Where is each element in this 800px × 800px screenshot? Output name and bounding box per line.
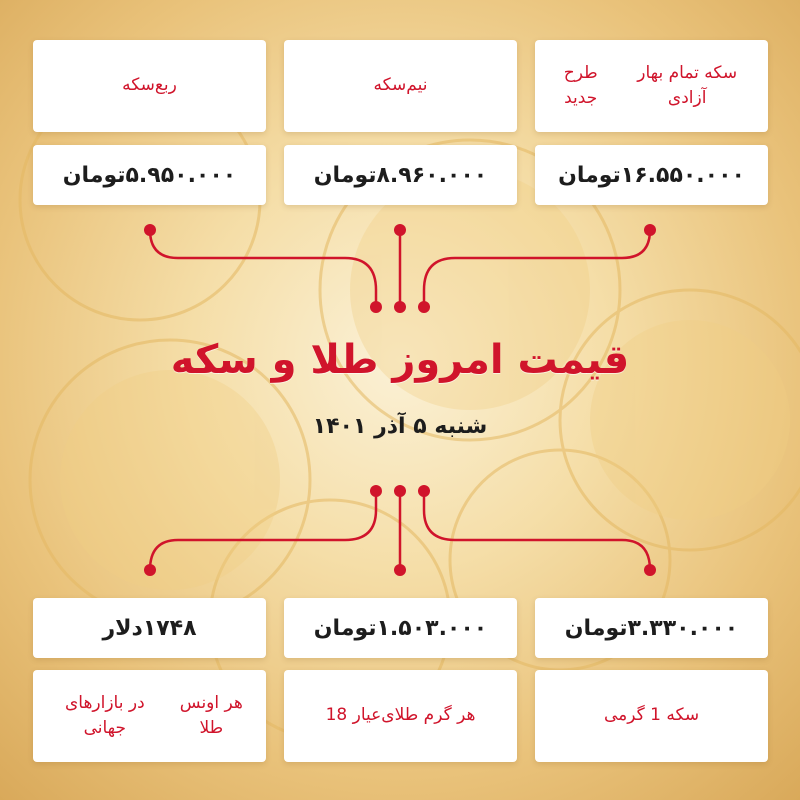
top-label-quarter-coin: ربع‌سکه bbox=[122, 75, 177, 96]
bottom-price-gold-gram: ۱.۵۰۳.۰۰۰تومان bbox=[313, 615, 488, 641]
bottom-label-gold-gram-line-2: عیار 18 bbox=[325, 705, 382, 726]
bottom-label-card-ounce bbox=[33, 670, 266, 762]
bottom-label-gold-gram-line-1: هر گرم طلای bbox=[381, 705, 476, 726]
top-label-half-coin: نیم‌سکه bbox=[373, 75, 428, 96]
bottom-price-ounce: ۱۷۴۸دلار bbox=[102, 615, 197, 641]
top-label-full-coin-line-2: طرح جدید bbox=[563, 62, 598, 108]
bottom-price-one-gram-coin: ۳.۳۳۰.۰۰۰تومان bbox=[564, 615, 739, 641]
top-label-full-coin-line-1: سکه تمام بهار آزادی bbox=[637, 62, 738, 108]
page-title: قیمت امروز طلا و سکه bbox=[170, 337, 630, 383]
bottom-label-one-gram-coin: سکه 1 گرمی bbox=[603, 705, 700, 726]
bottom-label-ounce-line-1: هر اونس طلا bbox=[179, 692, 243, 738]
top-price-full-coin: ۱۶.۵۵۰.۰۰۰تومان bbox=[558, 162, 745, 188]
bottom-label-ounce-line-2: در بازارهای جهانی bbox=[64, 692, 145, 738]
bottom-price-card-gold-gram bbox=[284, 598, 517, 658]
bottom-label-card-one-gram-coin bbox=[535, 670, 768, 762]
bottom-price-card-ounce bbox=[33, 598, 266, 658]
top-price-quarter-coin: ۵.۹۵۰.۰۰۰تومان bbox=[62, 162, 237, 188]
top-price-half-coin: ۸.۹۶۰.۰۰۰تومان bbox=[313, 162, 488, 188]
page-date: شنبه ۵ آذر ۱۴۰۱ bbox=[312, 414, 488, 439]
bottom-label-card-gold-gram bbox=[284, 670, 517, 762]
bottom-price-card-one-gram-coin bbox=[535, 598, 768, 658]
